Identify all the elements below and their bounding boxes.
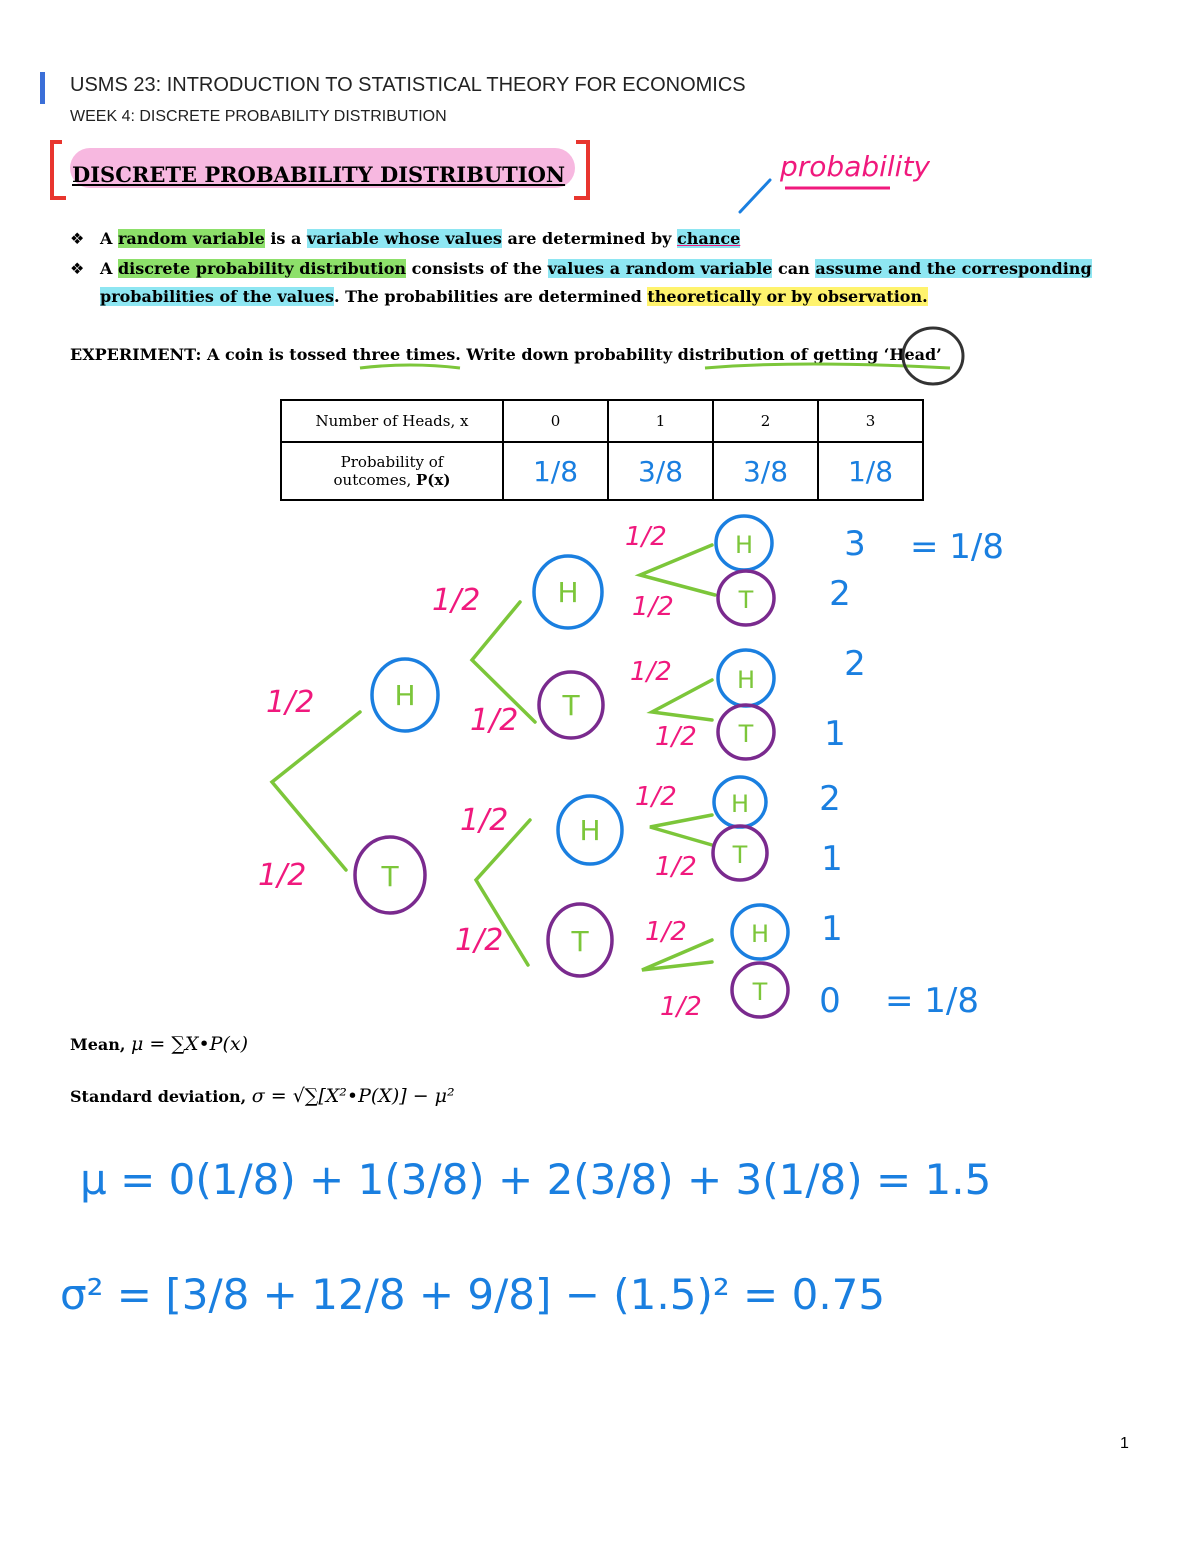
table-cell-prob: 1/8 bbox=[503, 442, 608, 500]
probability-note bbox=[730, 140, 930, 220]
head-count: 3 bbox=[844, 524, 866, 564]
bottom-result: = 1/8 bbox=[885, 981, 980, 1021]
section-title: DISCRETE PROBABILITY DISTRIBUTION bbox=[72, 162, 566, 187]
branch-prob-label: 1/2 bbox=[455, 923, 504, 958]
branch-prob-label: 1/2 bbox=[655, 722, 697, 752]
node-label: T bbox=[738, 720, 754, 748]
probability-tree bbox=[0, 500, 1200, 1040]
head-count: 2 bbox=[819, 779, 841, 819]
node-label: T bbox=[381, 860, 399, 893]
probability-note-text: probability bbox=[780, 150, 930, 183]
head-count: 2 bbox=[829, 574, 851, 614]
branch-prob-label: 1/2 bbox=[632, 592, 674, 622]
table-cell-prob: 3/8 bbox=[608, 442, 713, 500]
note-pointer bbox=[740, 180, 770, 212]
branch-prob-label: 1/2 bbox=[258, 858, 307, 893]
mean-formula: Mean, μ = ∑X•P(x) bbox=[70, 1033, 248, 1055]
experiment-annotations bbox=[350, 320, 980, 390]
diamond-bullet-icon: ❖ bbox=[70, 259, 85, 278]
branch-probabilities bbox=[258, 522, 702, 1022]
node-label: T bbox=[571, 925, 589, 958]
head-count: 1 bbox=[824, 714, 846, 754]
node-label: T bbox=[562, 689, 580, 722]
table-header-x: Number of Heads, x bbox=[281, 400, 503, 442]
section-title-block bbox=[48, 138, 593, 202]
bullet-1: ❖ A random variable is a variable whose values are determined by chance bbox=[70, 229, 741, 248]
head-count: 1 bbox=[821, 839, 843, 879]
table-cell-x: 3 bbox=[818, 400, 923, 442]
node-label: H bbox=[730, 790, 750, 818]
branch-prob-label: 1/2 bbox=[625, 522, 667, 552]
node-label: T bbox=[738, 586, 754, 614]
page-number: 1 bbox=[1120, 1435, 1129, 1452]
head-count: 0 bbox=[819, 981, 841, 1021]
table-cell-x: 0 bbox=[503, 400, 608, 442]
table-header-px: Probability of outcomes, P(x) bbox=[281, 442, 503, 500]
branch-prob-label: 1/2 bbox=[432, 583, 481, 618]
head-count-column bbox=[819, 524, 866, 1021]
branch-prob-label: 1/2 bbox=[645, 917, 687, 947]
node-label: H bbox=[579, 814, 601, 847]
node-label: T bbox=[732, 841, 748, 869]
branch-prob-label: 1/2 bbox=[655, 852, 697, 882]
variance-calculation: σ² = [3/8 + 12/8 + 9/8] − (1.5)² = 0.75 bbox=[60, 1270, 886, 1319]
node-label: H bbox=[557, 576, 579, 609]
node-label: H bbox=[394, 679, 416, 712]
node-label: H bbox=[736, 666, 756, 694]
node-label: H bbox=[750, 920, 770, 948]
branch-prob-label: 1/2 bbox=[470, 703, 519, 738]
table-cell-prob: 3/8 bbox=[713, 442, 818, 500]
diamond-bullet-icon: ❖ bbox=[70, 229, 85, 248]
head-circle bbox=[903, 328, 963, 384]
bullet-2-continued: probabilities of the values. The probabilities are determined theoretically or by observation. bbox=[100, 287, 928, 306]
head-count: 2 bbox=[844, 644, 866, 684]
result-annotations bbox=[885, 527, 1004, 1021]
table-cell-prob: 1/8 bbox=[818, 442, 923, 500]
node-label: T bbox=[752, 978, 768, 1006]
course-title: USMS 23: INTRODUCTION TO STATISTICAL THEORY FOR ECONOMICS bbox=[70, 74, 746, 96]
branch-prob-label: 1/2 bbox=[660, 992, 702, 1022]
table-cell-x: 1 bbox=[608, 400, 713, 442]
mean-calculation: μ = 0(1/8) + 1(3/8) + 2(3/8) + 3(1/8) = 1.5 bbox=[80, 1155, 992, 1204]
top-result: = 1/8 bbox=[910, 527, 1005, 567]
sd-formula: Standard deviation, σ = √∑[X²•P(X)] − μ² bbox=[70, 1085, 455, 1107]
branch-prob-label: 1/2 bbox=[460, 803, 509, 838]
node-label: H bbox=[734, 531, 754, 559]
week-title: WEEK 4: DISCRETE PROBABILITY DISTRIBUTION bbox=[70, 108, 447, 125]
header-accent-bar bbox=[40, 72, 45, 104]
branch-prob-label: 1/2 bbox=[635, 782, 677, 812]
bullet-2: ❖ A discrete probability distribution consists of the values a random variable can assume and the corresponding bbox=[70, 259, 1092, 278]
probability-table bbox=[280, 399, 924, 501]
branch-prob-label: 1/2 bbox=[630, 657, 672, 687]
head-count: 1 bbox=[821, 909, 843, 949]
branch-prob-label: 1/2 bbox=[266, 685, 315, 720]
experiment-statement: EXPERIMENT: A coin is tossed three times. Write down probability distribution of getting ‘Head’ bbox=[70, 345, 942, 364]
table-cell-x: 2 bbox=[713, 400, 818, 442]
